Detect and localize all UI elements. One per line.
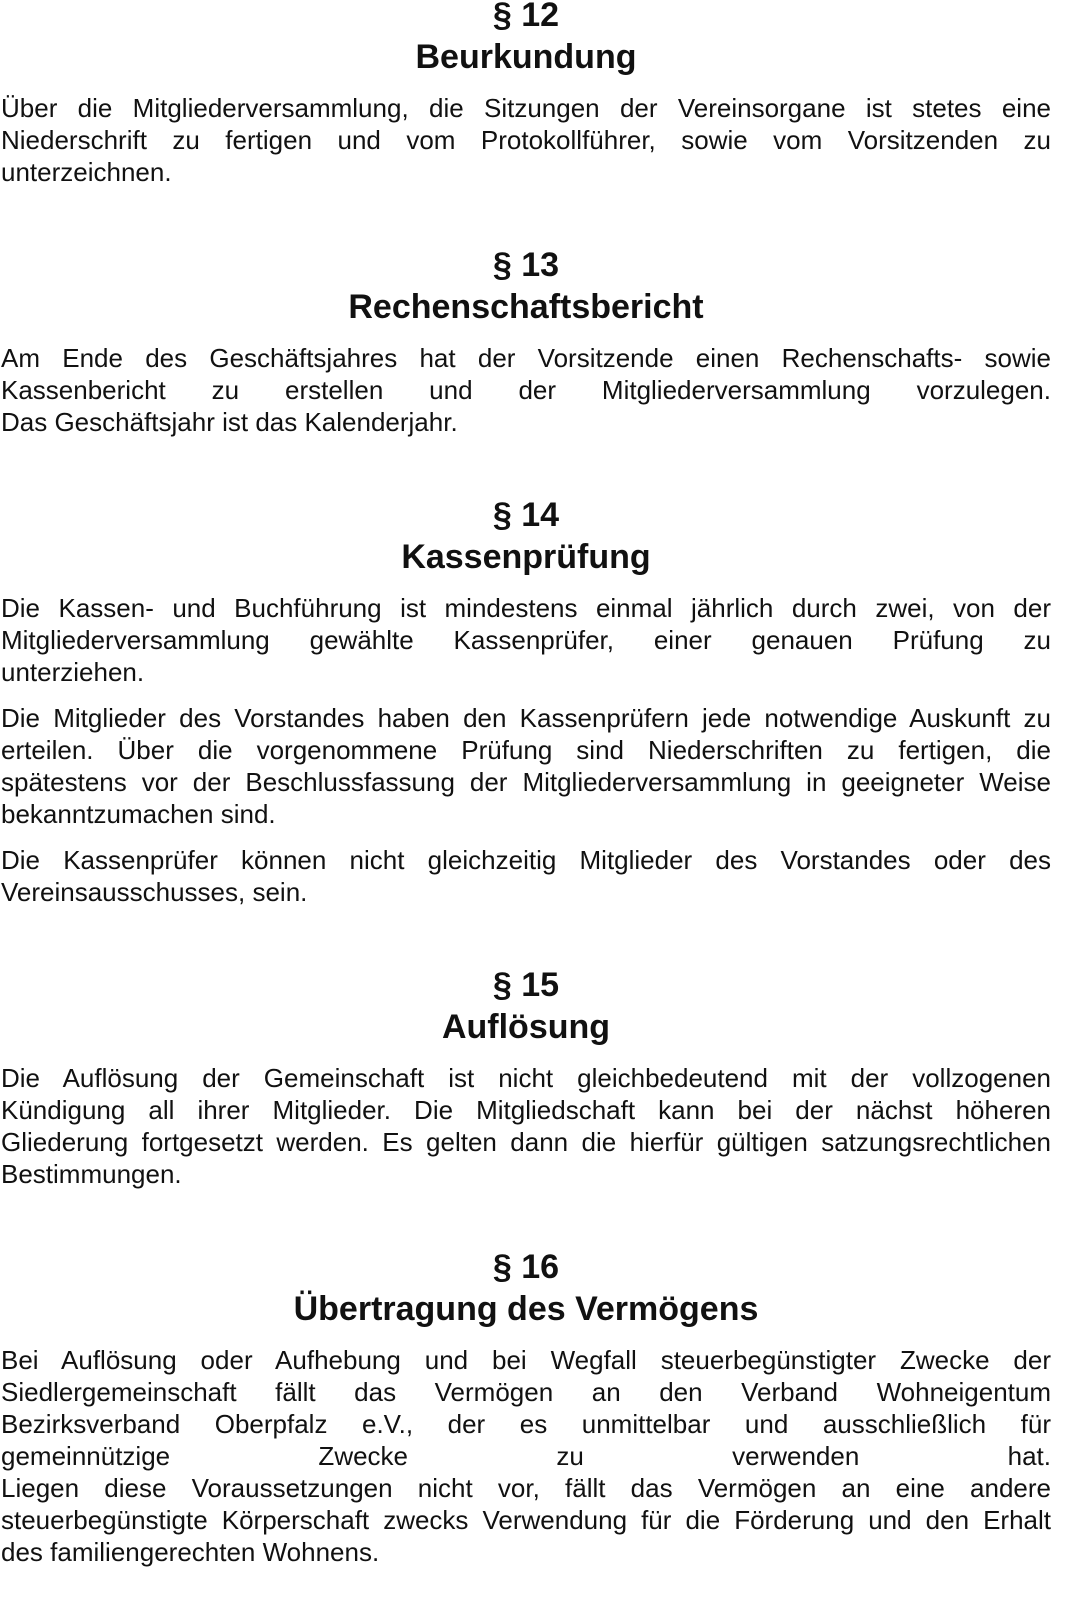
section-number: § 15 [492,966,560,1004]
text-line: unterziehen. [1,657,145,687]
text-line: Vereinsausschusses, sein. [1,877,308,907]
text-line: Über die Mitgliederversammlung, die Sitzungen der Vereinsorgane ist stetes eine [1,93,1051,123]
section [1,494,1051,908]
paragraph [1,1344,1051,1568]
text-line: Liegen diese Voraussetzungen nicht vor, fällt das Vermögen an eine andere [1,1473,1051,1503]
text-line: gemeinnützige Zwecke zu verwenden hat. [1,1441,1051,1471]
text-line: Die Auflösung der Gemeinschaft ist nicht gleichbedeutend mit der vollzogenen [1,1063,1051,1093]
section [1,244,1051,438]
text-line: Mitgliederversammlung gewählte Kassenprüfer, einer genauen Prüfung zu [1,625,1051,655]
paragraph [1,1062,1051,1190]
paragraph [1,844,1051,908]
text-line: Niederschrift zu fertigen und vom Protokollführer, sowie vom Vorsitzenden zu [1,125,1051,155]
text-line: Die Kassen- und Buchführung ist mindestens einmal jährlich durch zwei, von der [1,593,1051,623]
text-line: unterzeichnen. [1,157,172,187]
section-number: § 14 [492,496,560,534]
section-number: § 12 [492,0,560,34]
text-line: erteilen. Über die vorgenommene Prüfung sind Niederschriften zu fertigen, die [1,735,1051,765]
section-title: Kassenprüfung [401,538,651,576]
section [1,964,1051,1190]
text-line: steuerbegünstigte Körperschaft zwecks Verwendung für die Förderung und den Erhalt [1,1505,1051,1535]
text-line: Siedlergemeinschaft fällt das Vermögen an den Verband Wohneigentum [1,1377,1051,1407]
section-title: Übertragung des Vermögens [293,1290,759,1328]
paragraph [1,342,1051,438]
text-line: Am Ende des Geschäftsjahres hat der Vorsitzende einen Rechenschafts- sowie [1,343,1051,373]
paragraph [1,702,1051,830]
text-line: Bezirksverband Oberpfalz e.V., der es unmittelbar und ausschließlich für [1,1409,1051,1439]
text-line: Die Mitglieder des Vorstandes haben den Kassenprüfern jede notwendige Auskunft zu [1,703,1051,733]
section [1,1246,1051,1568]
text-line: des familiengerechten Wohnens. [1,1537,380,1567]
text-line: bekanntzumachen sind. [1,799,276,829]
text-line: Bei Auflösung oder Aufhebung und bei Wegfall steuerbegünstigter Zwecke der [1,1345,1051,1375]
section-title: Beurkundung [415,38,637,76]
text-line: Gliederung fortgesetzt werden. Es gelten dann die hierfür gültigen satzungsrechtlichen [1,1127,1051,1157]
paragraph [1,92,1051,188]
text-line: Kündigung all ihrer Mitglieder. Die Mitgliedschaft kann bei der nächst höheren [1,1095,1051,1125]
section [1,0,1051,188]
text-line: Kassenbericht zu erstellen und der Mitgliederversammlung vorzulegen. [1,375,1051,405]
section-title: Auflösung [441,1008,611,1046]
section-title: Rechenschaftsbericht [348,288,704,326]
text-line: Das Geschäftsjahr ist das Kalenderjahr. [1,407,458,437]
paragraph [1,592,1051,688]
section-number: § 16 [492,1248,560,1286]
section-number: § 13 [492,246,560,284]
text-line: spätestens vor der Beschlussfassung der Mitgliederversammlung in geeigneter Weise [1,767,1051,797]
text-line: Die Kassenprüfer können nicht gleichzeitig Mitglieder des Vorstandes oder des [1,845,1051,875]
text-line: Bestimmungen. [1,1159,182,1189]
